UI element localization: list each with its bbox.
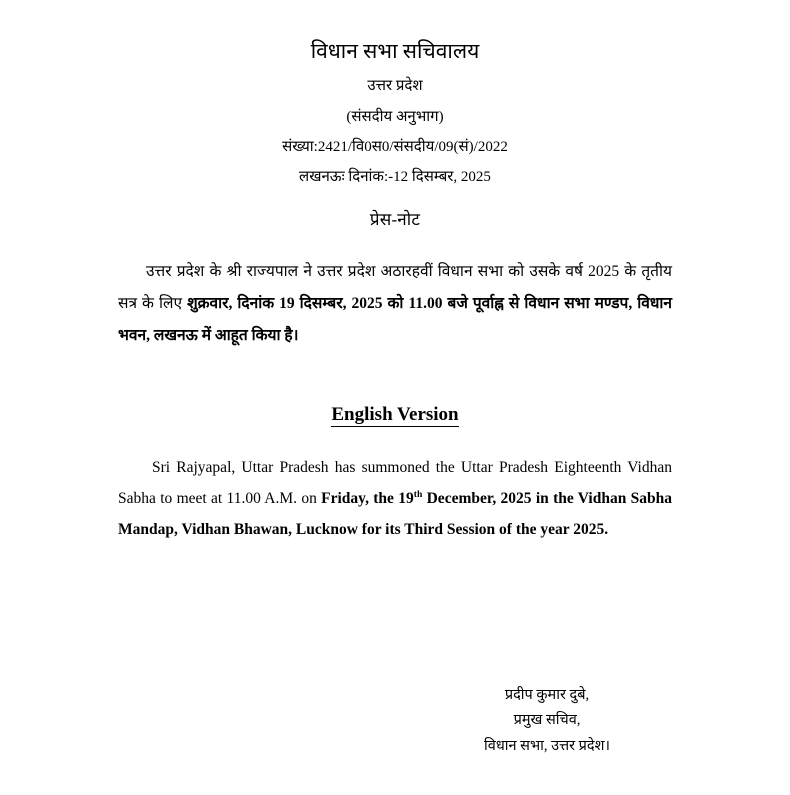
- english-version-heading: [118, 404, 672, 426]
- english-text-bold-rest: December, 2025 in the Vidhan Sabha Mandap, Vidhan Bhawan, Lucknow for its Third Session of the year 2025.: [118, 489, 672, 538]
- hindi-notice-paragraph: [118, 256, 672, 351]
- ordinal-suffix: th: [413, 488, 423, 500]
- reference-number: संख्या:2421/वि0स0/संसदीय/09(सं)/2022: [282, 138, 508, 155]
- signatory-designation: प्रमुख सचिव,: [513, 712, 581, 729]
- place-and-date: लखनऊः दिनांक:-12 दिसम्बर, 2025: [299, 169, 491, 186]
- hindi-text-part-1: उत्तर प्रदेश के श्री राज्यपाल ने उत्तर प्रदेश अठारहवीं विधान सभा को उसके वर्ष 2025 के तृतीय सत्र के लिए: [118, 263, 672, 313]
- english-text-part-1: Sri Rajyapal, Uttar Pradesh has summoned the Uttar Pradesh Eighteenth Vidhan Sabha to meet at 11.00 A.M. on: [118, 458, 672, 507]
- english-version-heading-text: English Version: [331, 403, 459, 425]
- department-name: (संसदीय अनुभाग): [346, 108, 444, 125]
- signature-block: [422, 683, 672, 759]
- page-title: विधान सभा सचिवालय: [310, 39, 480, 63]
- document-type-heading: प्रेस-नोट: [369, 210, 421, 230]
- hindi-text-bold: शुक्रवार, दिनांक 19 दिसम्बर, 2025 को 11.00 बजे पूर्वाह्न से विधान सभा मण्डप, विधान भवन, लखनऊ में आहूत किया है।: [118, 295, 672, 344]
- state-name: उत्तर प्रदेश: [367, 78, 423, 95]
- english-notice-paragraph: [118, 452, 672, 545]
- english-text-bold-day: Friday, the 19: [321, 489, 414, 507]
- signatory-name: प्रदीप कुमार दुबे,: [504, 686, 590, 703]
- signatory-organisation: विधान सभा, उत्तर प्रदेश।: [484, 737, 610, 754]
